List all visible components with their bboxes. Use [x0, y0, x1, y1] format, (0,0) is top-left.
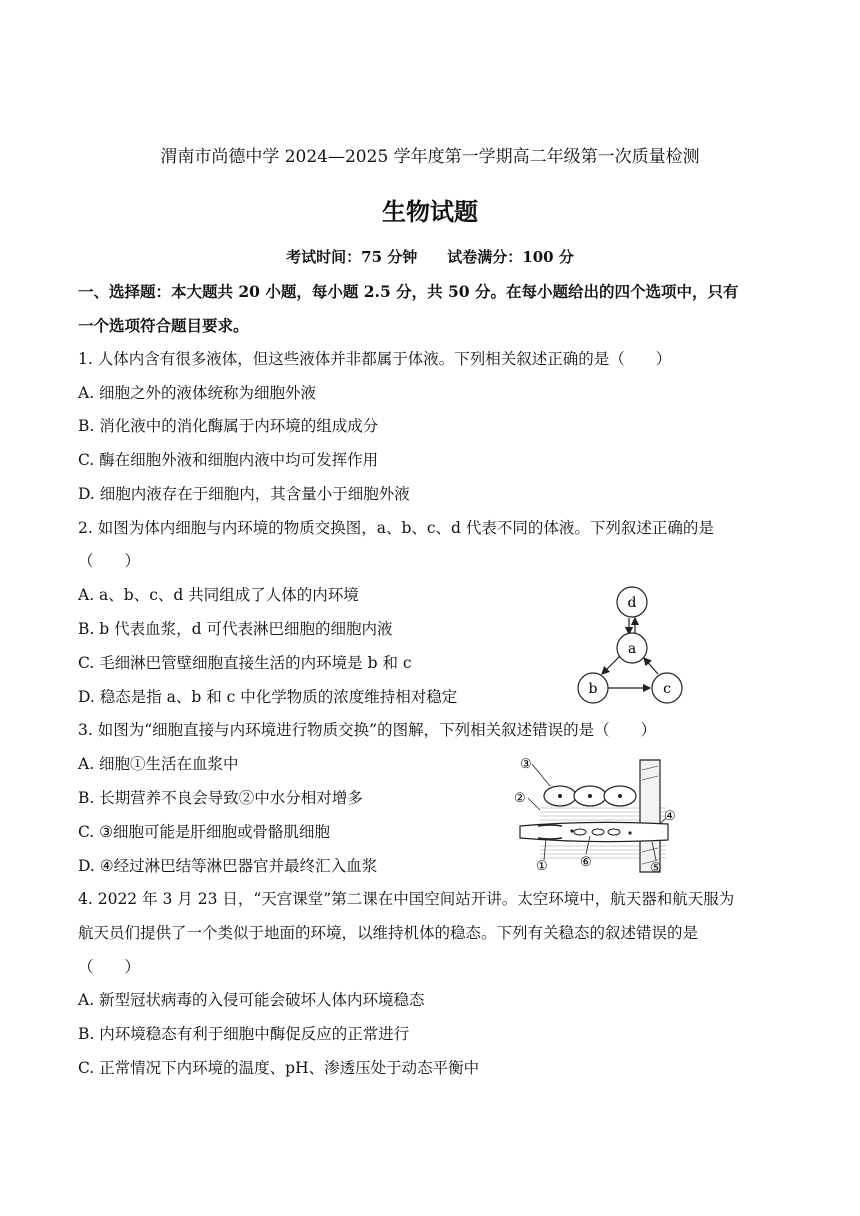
page-title: 生物试题 — [382, 197, 478, 226]
section-title-line2: 一个选项符合题目要求。 — [78, 316, 249, 335]
node-c-label: c — [663, 681, 671, 697]
question-2-option-a: A. a、b、c、d 共同组成了人体的内环境 — [78, 586, 359, 604]
question-4-option-a: A. 新型冠状病毒的入侵可能会破坏人体内环境稳态 — [78, 991, 425, 1009]
node-a-label: a — [627, 641, 637, 657]
question-2-stem-line2: （ ） — [78, 552, 141, 570]
question-1-option-d: D. 细胞内液存在于细胞内，其含量小于细胞外液 — [78, 485, 410, 503]
question-2-stem-line1: 2. 如图为体内细胞与内环境的物质交换图，a、b、c、d 代表不同的体液。下列叙述正确的是 — [78, 519, 714, 537]
tissue-exchange-diagram — [510, 756, 680, 876]
question-2-option-d: D. 稳态是指 a、b 和 c 中化学物质的浓度维持相对稳定 — [78, 688, 458, 706]
question-3-option-d: D. ④经过淋巴结等淋巴器官并最终汇入血浆 — [78, 857, 378, 875]
node-b-label: b — [588, 681, 598, 697]
label-6: ⑥ — [580, 855, 592, 870]
label-2: ② — [514, 791, 526, 806]
exam-school-title: 渭南市尚德中学 2024—2025 学年度第一学期高二年级第一次质量检测 — [160, 147, 700, 167]
label-1: ① — [536, 859, 548, 874]
question-4-option-c: C. 正常情况下内环境的温度、pH、渗透压处于动态平衡中 — [78, 1059, 480, 1077]
question-1-option-b: B. 消化液中的消化酶属于内环境的组成成分 — [78, 417, 379, 435]
question-4-stem-line1: 4. 2022 年 3 月 23 日，“天宫课堂”第二课在中国空间站开讲。太空环境中，航天器和航天服为 — [78, 890, 735, 908]
node-a — [617, 633, 647, 663]
section-title-line1: 一、选择题：本大题共 20 小题，每小题 2.5 分，共 50 分。在每小题给出的四个选项中，只有 — [78, 282, 739, 301]
label-5: ⑤ — [650, 861, 662, 876]
question-3-option-a: A. 细胞①生活在血浆中 — [78, 755, 239, 773]
question-3-stem: 3. 如图为“细胞直接与内环境进行物质交换”的图解，下列相关叙述错误的是（ ） — [78, 721, 657, 739]
exam-info: 考试时间：75 分钟 试卷满分：100 分 — [286, 248, 574, 266]
question-2-option-b: B. b 代表血浆，d 可代表淋巴细胞的细胞内液 — [78, 620, 393, 638]
lymph-vessel — [640, 760, 660, 872]
blood-capillary — [520, 822, 668, 841]
node-c — [652, 673, 682, 703]
node-d-label: d — [627, 595, 637, 611]
question-4-stem-line3: （ ） — [78, 958, 141, 976]
question-2-option-c: C. 毛细淋巴管壁细胞直接生活的内环境是 b 和 c — [78, 654, 412, 672]
question-1-option-c: C. 酶在细胞外液和细胞内液中均可发挥作用 — [78, 451, 379, 469]
node-b — [578, 673, 608, 703]
tissue-cells — [544, 786, 636, 806]
label-3: ③ — [520, 757, 532, 772]
question-1-option-a: A. 细胞之外的液体统称为细胞外液 — [78, 384, 317, 402]
node-d — [617, 587, 647, 617]
question-3-option-b: B. 长期营养不良会导致②中水分相对增多 — [78, 789, 363, 807]
question-4-option-b: B. 内环境稳态有利于细胞中酶促反应的正常进行 — [78, 1025, 410, 1043]
question-1-stem: 1. 人体内含有很多液体，但这些液体并非都属于体液。下列相关叙述正确的是（ ） — [78, 350, 672, 368]
question-4-stem-line2: 航天员们提供了一个类似于地面的环境，以维持机体的稳态。下列有关稳态的叙述错误的是 — [78, 924, 699, 942]
body-fluid-exchange-diagram — [570, 582, 690, 710]
label-4: ④ — [664, 809, 676, 824]
question-3-option-c: C. ③细胞可能是肝细胞或骨骼肌细胞 — [78, 823, 331, 841]
